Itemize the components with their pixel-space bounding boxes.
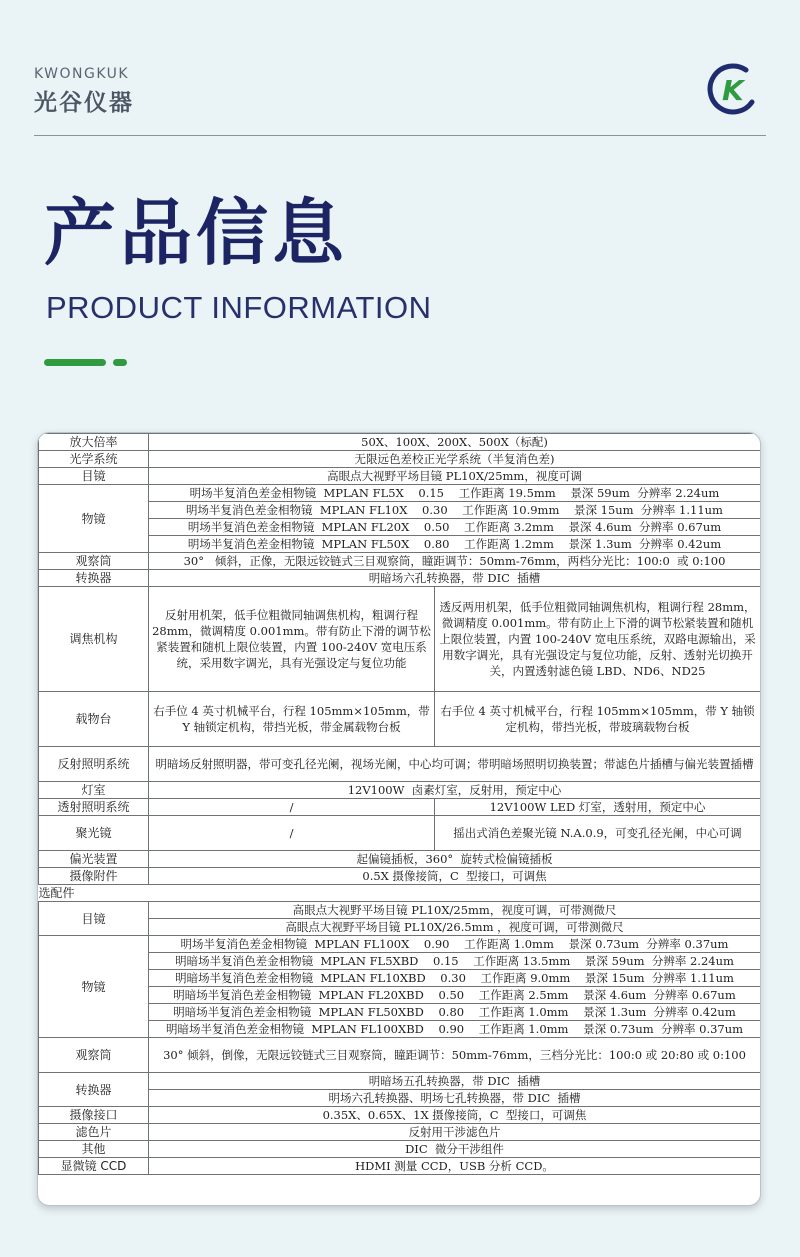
- objective-row: 明暗场半复消色差金相物镜 MPLAN FL100XBD 0.90 工作距离 1.0mm 景深 0.73um 分辨率 0.37um: [149, 1021, 761, 1038]
- objective-row: 明场半复消色差金相物镜 MPLAN FL10X 0.30 工作距离 10.9mm 景深 15um 分辨率 1.11um: [149, 502, 761, 519]
- spec-label: 放大倍率: [39, 434, 149, 451]
- brand-name-cn: 光谷仪器: [34, 90, 134, 116]
- spec-value-reflect: 右手位 4 英寸机械平台，行程 105mm×105mm，带 Y 轴锁定机构，带挡光板，带金属载物台板: [149, 692, 435, 747]
- table-row: [39, 587, 761, 692]
- spec-value: 30° 倾斜，倒像，无限远铰链式三目观察筒，瞳距调节：50mm-76mm，三档分光比：100:0 或 20:80 或 0:100: [149, 1038, 761, 1073]
- table-row: [39, 485, 761, 502]
- spec-label: 目镜: [39, 468, 149, 485]
- spec-label: 调焦机构: [39, 587, 149, 692]
- spec-value-reflect: 反射用机架，低手位粗微同轴调焦机构，粗调行程 28mm，微调精度 0.001mm。带有防止下滑的调节松紧装置和随机上限位装置，内置 100-240V 宽电压系统，采用数字调光，具有光强设定与复位功能: [149, 587, 435, 692]
- table-row: [39, 747, 761, 782]
- spec-value: 高眼点大视野平场目镜 PL10X/25mm，视度可调，可带测微尺: [149, 902, 761, 919]
- brand-name-en: KWONGKUK: [34, 66, 130, 82]
- table-row: [39, 553, 761, 570]
- spec-label: 目镜: [39, 902, 149, 936]
- objective-row: 明场半复消色差金相物镜 MPLAN FL5X 0.15 工作距离 19.5mm 景深 59um 分辨率 2.24um: [149, 485, 761, 502]
- section-heading: 选配件: [39, 885, 761, 902]
- table-row: [39, 692, 761, 747]
- spec-value-reflect: /: [149, 816, 435, 851]
- page-title: 产品信息: [44, 191, 349, 275]
- spec-value: 0.5X 摄像接筒，C 型接口，可调焦: [149, 868, 761, 885]
- table-row: [39, 468, 761, 485]
- brand-logo-icon: [706, 62, 760, 116]
- spec-value: 明暗场反射照明器，带可变孔径光阑，视场光阑，中心均可调；带明暗场照明切换装置；带滤色片插槽与偏光装置插槽: [149, 747, 761, 782]
- spec-value: 12V100W 卤素灯室，反射用，预定中心: [149, 782, 761, 799]
- spec-label: 滤色片: [39, 1124, 149, 1141]
- table-row: [39, 799, 761, 816]
- spec-label: 观察筒: [39, 553, 149, 570]
- table-row: [39, 1107, 761, 1124]
- spec-label: 聚光镜: [39, 816, 149, 851]
- spec-value-transmit: 右手位 4 英寸机械平台，行程 105mm×105mm，带 Y 轴锁定机构，带挡光板，带玻璃载物台板: [435, 692, 761, 747]
- spec-value: 高眼点大视野平场目镜 PL10X/26.5mm ，视度可调，可带测微尺: [149, 919, 761, 936]
- table-row: [39, 1038, 761, 1073]
- table-row: [39, 1141, 761, 1158]
- table-row: [39, 451, 761, 468]
- spec-card: [37, 432, 761, 1206]
- spec-label: 其他: [39, 1141, 149, 1158]
- header-divider: [34, 135, 766, 136]
- spec-label: 显微镜 CCD: [39, 1158, 149, 1175]
- spec-value: 30° 倾斜，正像，无限远铰链式三目观察筒，瞳距调节：50mm-76mm，两档分光比：100:0 或 0:100: [149, 553, 761, 570]
- table-row: [39, 816, 761, 851]
- table-row: [39, 434, 761, 451]
- objective-row: 明暗场半复消色差金相物镜 MPLAN FL20XBD 0.50 工作距离 2.5mm 景深 4.6um 分辨率 0.67um: [149, 987, 761, 1004]
- spec-label: 载物台: [39, 692, 149, 747]
- spec-value: 高眼点大视野平场目镜 PL10X/25mm，视度可调: [149, 468, 761, 485]
- spec-label: 反射照明系统: [39, 747, 149, 782]
- spec-value-transmit: 12V100W LED 灯室，透射用，预定中心: [435, 799, 761, 816]
- spec-label: 透射照明系统: [39, 799, 149, 816]
- spec-value: 50X、100X、200X、500X（标配): [149, 434, 761, 451]
- spec-value: 无限远色差校正光学系统（半复消色差): [149, 451, 761, 468]
- spec-label: 偏光装置: [39, 851, 149, 868]
- objective-row: 明暗场半复消色差金相物镜 MPLAN FL5XBD 0.15 工作距离 13.5mm 景深 59um 分辨率 2.24um: [149, 953, 761, 970]
- table-row: [39, 936, 761, 953]
- spec-label: 物镜: [39, 485, 149, 553]
- table-row: [39, 851, 761, 868]
- objective-row: 明场半复消色差金相物镜 MPLAN FL50X 0.80 工作距离 1.2mm 景深 1.3um 分辨率 0.42um: [149, 536, 761, 553]
- spec-value: HDMI 测量 CCD，USB 分析 CCD。: [149, 1158, 761, 1175]
- spec-value: DIC 微分干涉组件: [149, 1141, 761, 1158]
- spec-label: 转换器: [39, 570, 149, 587]
- spec-table: [38, 433, 761, 1175]
- table-row: [39, 782, 761, 799]
- spec-value: 起偏镜插板，360° 旋转式检偏镜插板: [149, 851, 761, 868]
- accent-dot: [113, 359, 127, 366]
- spec-value-transmit: 摇出式消色差聚光镜 N.A.0.9，可变孔径光阑，中心可调: [435, 816, 761, 851]
- table-row: [39, 1073, 761, 1090]
- table-row: [39, 902, 761, 919]
- page-subtitle: PRODUCT INFORMATION: [46, 290, 432, 325]
- spec-label: 摄像接口: [39, 1107, 149, 1124]
- table-row: [39, 570, 761, 587]
- spec-label: 转换器: [39, 1073, 149, 1107]
- objective-row: 明暗场半复消色差金相物镜 MPLAN FL10XBD 0.30 工作距离 9.0mm 景深 15um 分辨率 1.11um: [149, 970, 761, 987]
- spec-label: 观察筒: [39, 1038, 149, 1073]
- spec-label: 摄像附件: [39, 868, 149, 885]
- objective-row: 明场半复消色差金相物镜 MPLAN FL100X 0.90 工作距离 1.0mm 景深 0.73um 分辨率 0.37um: [149, 936, 761, 953]
- table-row: [39, 868, 761, 885]
- spec-label: 灯室: [39, 782, 149, 799]
- spec-value: 明暗场五孔转换器，带 DIC 插槽: [149, 1073, 761, 1090]
- spec-value: 明暗场六孔转换器，带 DIC 插槽: [149, 570, 761, 587]
- logo-letter: K: [722, 74, 744, 107]
- spec-label: 光学系统: [39, 451, 149, 468]
- brand-block: [34, 66, 134, 117]
- objective-row: 明场半复消色差金相物镜 MPLAN FL20X 0.50 工作距离 3.2mm 景深 4.6um 分辨率 0.67um: [149, 519, 761, 536]
- spec-value: 0.35X、0.65X、1X 摄像接筒，C 型接口，可调焦: [149, 1107, 761, 1124]
- accent-bar: [44, 359, 106, 366]
- spec-value-reflect: /: [149, 799, 435, 816]
- spec-label: 物镜: [39, 936, 149, 1038]
- spec-value: 明场六孔转换器、明场七孔转换器，带 DIC 插槽: [149, 1090, 761, 1107]
- spec-value: 反射用干涉滤色片: [149, 1124, 761, 1141]
- section-row: [39, 885, 761, 902]
- table-row: [39, 1158, 761, 1175]
- objective-row: 明暗场半复消色差金相物镜 MPLAN FL50XBD 0.80 工作距离 1.0mm 景深 1.3um 分辨率 0.42um: [149, 1004, 761, 1021]
- spec-value-transmit: 透反两用机架，低手位粗微同轴调焦机构，粗调行程 28mm，微调精度 0.001mm。带有防止上下滑的调节松紧装置和随机上限位装置，内置 100-240V 宽电压系统，双路电源输出，采用数字调光，具有光强设定与复位功能，反射、透射光切换开关，内置透射滤色镜 LBD、ND6、ND25: [435, 587, 761, 692]
- table-row: [39, 1124, 761, 1141]
